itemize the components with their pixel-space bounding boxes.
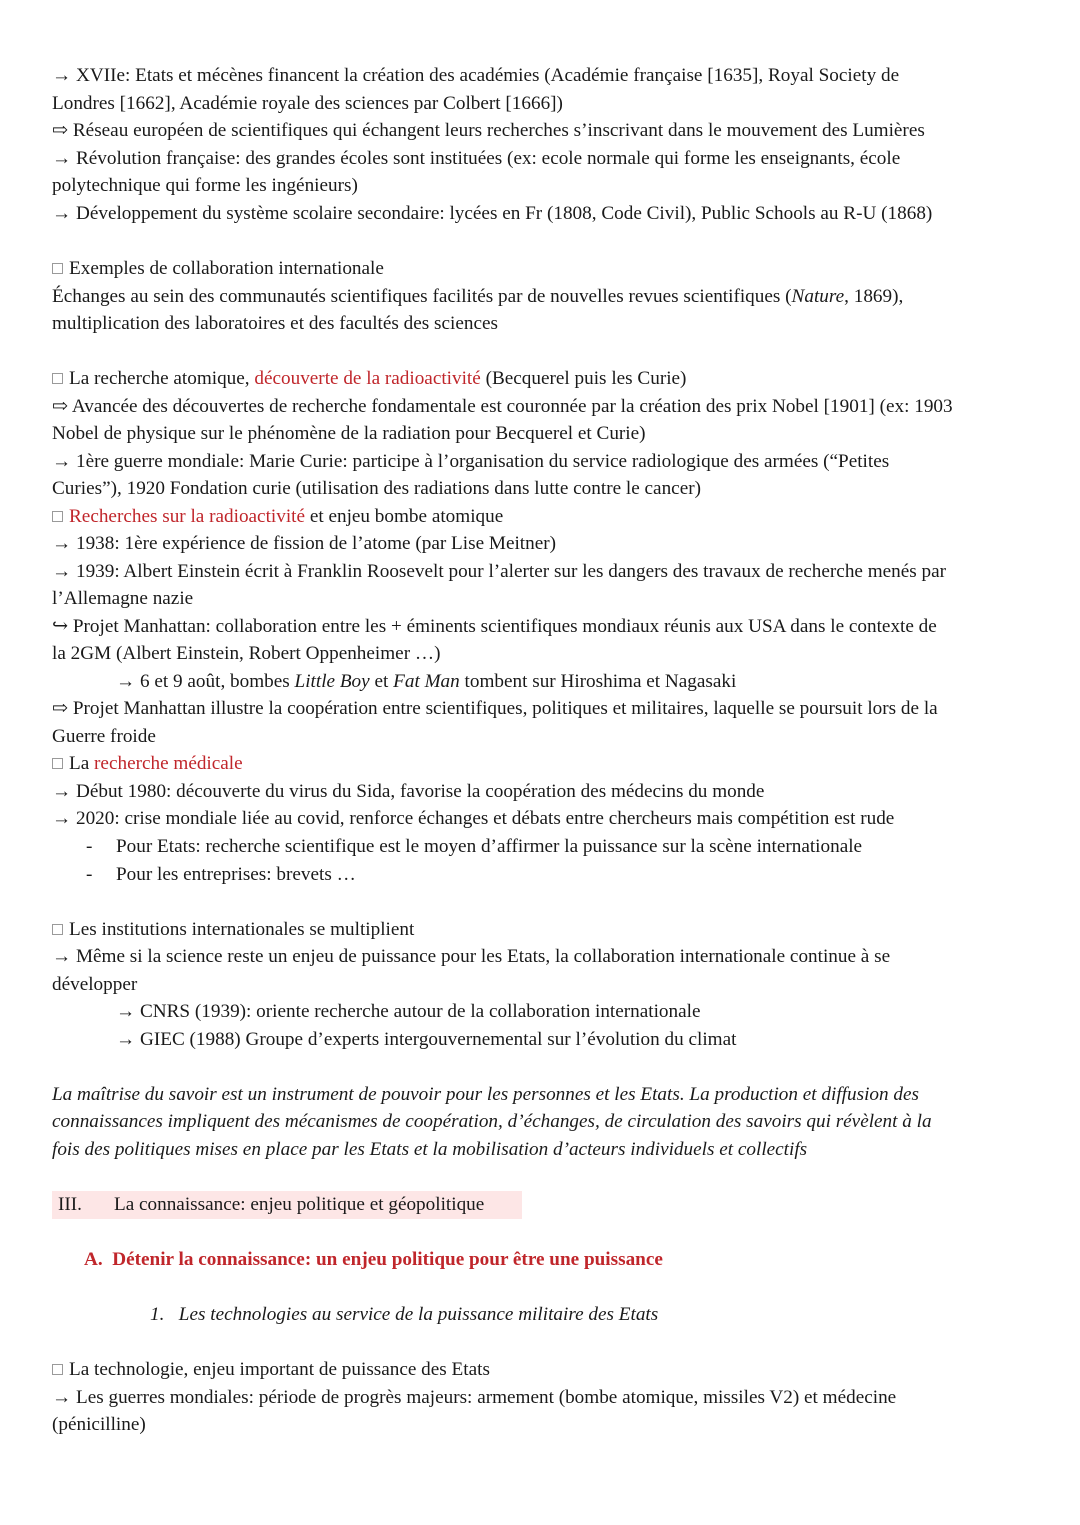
bullet-item: La technologie, enjeu important de puissance des Etats: [52, 1356, 1028, 1384]
subsubsection-heading-1: 1. Les technologies au service de la puissance militaire des Etats: [150, 1304, 659, 1325]
section-number: III.: [58, 1194, 82, 1215]
dash-list-item: - Pour Etats: recherche scientifique est le moyen d’affirmer la puissance sur la scène internationale: [86, 836, 863, 857]
text-line: développer: [52, 974, 138, 995]
text-line: l’Allemagne nazie: [52, 588, 194, 609]
checkbox-icon: [52, 373, 63, 384]
text-line: Curies”), 1920 Fondation curie (utilisation des radiations dans lutte contre le cancer): [52, 478, 701, 499]
text-line: ⇨ Réseau européen de scientifiques qui échangent leurs recherches s’inscrivant dans le mouvement des Lumières: [52, 120, 925, 141]
text-line: (pénicilline): [52, 1414, 146, 1435]
italic-summary-line: fois des politiques mises en place par les Etats et la mobilisation d’acteurs individuels et collectifs: [52, 1139, 808, 1160]
checkbox-icon: [52, 758, 63, 769]
text-line: → 1938: 1ère expérience de fission de l’atome (par Lise Meitner): [52, 533, 557, 554]
bullet-item: Recherches sur la radioactivité et enjeu bombe atomique: [52, 503, 1028, 531]
text-line: ⇨ Avancée des découvertes de recherche fondamentale est couronnée par la création des prix Nobel [1901] (ex: 1903: [52, 396, 953, 417]
text-line: la 2GM (Albert Einstein, Robert Oppenheimer …): [52, 643, 441, 664]
checkbox-icon: [52, 924, 63, 935]
checkbox-icon: [52, 263, 63, 274]
text-line: multiplication des laboratoires et des facultés des sciences: [52, 313, 498, 334]
text-line: → Même si la science reste un enjeu de puissance pour les Etats, la collaboration internationale continue à se: [52, 946, 891, 967]
text-line: → GIEC (1988) Groupe d’experts intergouvernemental sur l’évolution du climat: [116, 1029, 737, 1050]
bullet-item: La recherche atomique, découverte de la radioactivité (Becquerel puis les Curie): [52, 365, 1028, 393]
text-line: polytechnique qui forme les ingénieurs): [52, 175, 358, 196]
bullet-item: Les institutions internationales se multiplient: [52, 916, 1028, 944]
text-line: → Début 1980: découverte du virus du Sida, favorise la coopération des médecins du monde: [52, 781, 765, 802]
section-title: La connaissance: enjeu politique et géopolitique: [113, 1194, 485, 1215]
text-line: → Développement du système scolaire secondaire: lycées en Fr (1808, Code Civil), Public Schools au R-U (1868): [52, 203, 933, 224]
text-line: Londres [1662], Académie royale des sciences par Colbert [1666]): [52, 93, 563, 114]
checkbox-icon: [52, 511, 63, 522]
text-line: → 6 et 9 août, bombes Little Boy et Fat Man tombent sur Hiroshima et Nagasaki: [116, 671, 737, 692]
italic-summary-line: La maîtrise du savoir est un instrument de pouvoir pour les personnes et les Etats. La production et diffusion des: [52, 1084, 919, 1105]
checkbox-icon: [52, 1364, 63, 1375]
bullet-item: La recherche médicale: [52, 750, 1028, 778]
section-heading-iii: [52, 1191, 1028, 1219]
text-line: → Révolution française: des grandes écoles sont instituées (ex: ecole normale qui forme les enseignants, école: [52, 148, 901, 169]
text-line: → 2020: crise mondiale liée au covid, renforce échanges et débats entre chercheurs mais compétition est rude: [52, 808, 895, 829]
text-line: ↪ Projet Manhattan: collaboration entre les + éminents scientifiques mondiaux réunis aux USA dans le contexte de: [52, 616, 937, 637]
dash-marker: -: [86, 836, 93, 857]
text-line: Nobel de physique sur le phénomène de la radiation pour Becquerel et Curie): [52, 423, 646, 444]
text-line: Échanges au sein des communautés scientifiques facilités par de nouvelles revues scientifiques (Nature, 1869),: [52, 286, 904, 307]
dash-list-item: - Pour les entreprises: brevets …: [86, 864, 356, 885]
text-line: → XVIIe: Etats et mécènes financent la création des académies (Académie française [1635], Royal Society de: [52, 65, 900, 86]
text-line: ⇨ Projet Manhattan illustre la coopération entre scientifiques, politiques et militaires, laquelle se poursuit lors de la: [52, 698, 938, 719]
text-line: → CNRS (1939): oriente recherche autour de la collaboration internationale: [116, 1001, 701, 1022]
text-line: Guerre froide: [52, 726, 156, 747]
text-line: → 1939: Albert Einstein écrit à Franklin Roosevelt pour l’alerter sur les dangers des travaux de recherche menés par: [52, 561, 947, 582]
dash-marker: -: [86, 864, 93, 885]
text-line: → 1ère guerre mondiale: Marie Curie: participe à l’organisation du service radiologique des armées (“Petites: [52, 451, 890, 472]
bullet-item: Exemples de collaboration internationale: [52, 255, 1028, 283]
italic-summary-line: connaissances impliquent des mécanismes de coopération, d’échanges, de circulation des savoirs qui révèlent à la: [52, 1111, 932, 1132]
subsection-heading-a: A. Détenir la connaissance: un enjeu politique pour être une puissance: [84, 1249, 663, 1270]
text-line: → Les guerres mondiales: période de progrès majeurs: armement (bombe atomique, missiles V2) et médecine: [52, 1387, 897, 1408]
